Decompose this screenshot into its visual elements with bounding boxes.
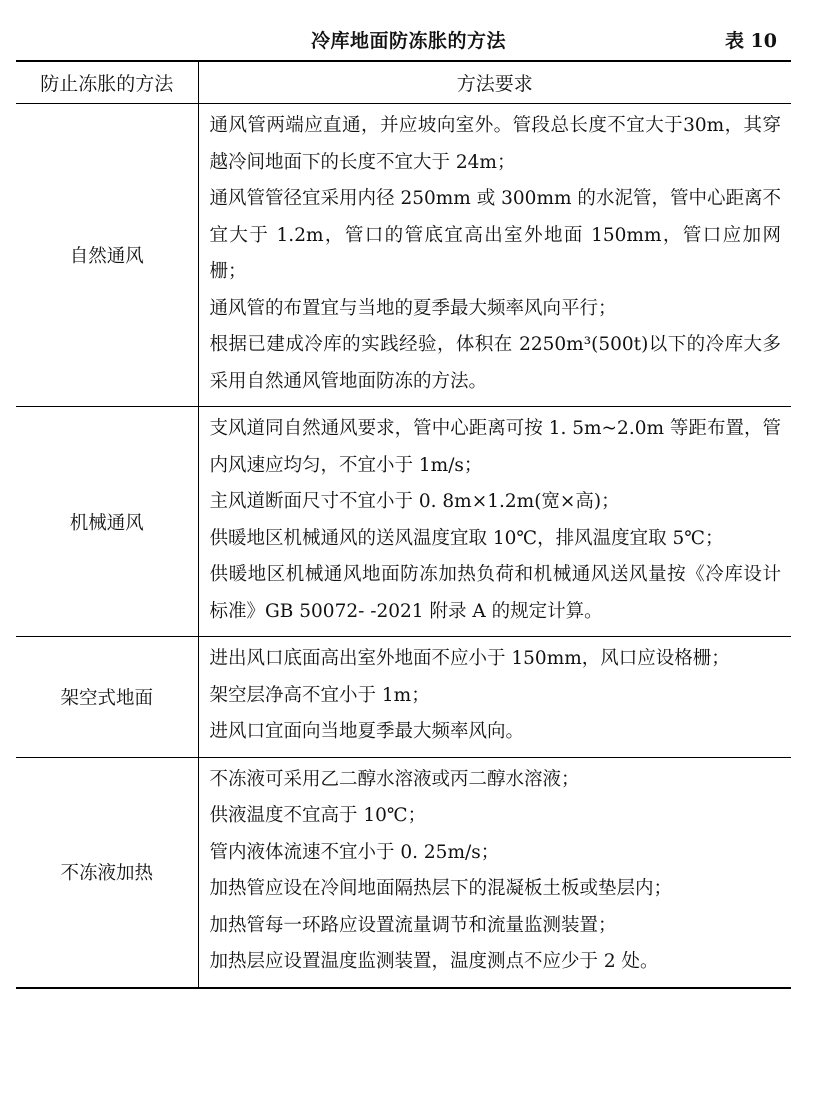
requirement-item: 通风管的布置宜与当地的夏季最大频率风向平行； — [209, 297, 617, 319]
table-number: 表 10 — [724, 30, 777, 52]
table-row — [16, 637, 791, 758]
method-name-cell: 架空式地面 — [16, 637, 198, 758]
method-name-cell: 自然通风 — [16, 104, 198, 407]
requirement-item: 管内液体流速不宜小于 0. 25m/s； — [209, 841, 500, 863]
table-title: 冷库地面防冻胀的方法 — [310, 30, 506, 52]
requirement-item: 支风道同自然通风要求，管中心距离可按 1. 5m~2.0m 等距布置，管内风速应均匀，不宜小于 1m/s； — [209, 418, 781, 476]
requirement-item: 进风口宜面向当地夏季最大频率风向。 — [209, 721, 525, 742]
antifreeze-methods-table — [16, 60, 791, 989]
table-row — [16, 104, 791, 407]
requirement-item: 供暖地区机械通风的送风温度宜取 10℃，排风温度宜取 5℃； — [209, 527, 724, 549]
header-requirements: 方法要求 — [198, 61, 791, 104]
method-name-cell: 机械通风 — [16, 407, 198, 637]
header-method: 防止冻胀的方法 — [16, 61, 198, 104]
requirement-item: 根据已建成冷库的实践经验，体积在 2250m³(500t)以下的冷库大多采用自然通风管地面防冻的方法。 — [209, 334, 781, 392]
requirement-item: 供液温度不宜高于 10℃； — [209, 805, 427, 826]
table-row — [16, 757, 791, 988]
requirement-item: 加热管应设在冷间地面隔热层下的混凝板土板或垫层内； — [209, 878, 673, 899]
requirements-cell — [198, 407, 791, 637]
table-row — [16, 407, 791, 637]
requirements-cell — [198, 637, 791, 758]
requirement-item: 供暖地区机械通风地面防冻加热负荷和机械通风送风量按《冷库设计标准》GB 50072- -2021 附录 A 的规定计算。 — [209, 564, 781, 622]
table-caption — [0, 18, 817, 58]
requirement-item: 主风道断面尺寸不宜小于 0. 8m×1.2m(宽×高)； — [209, 491, 620, 512]
requirements-cell — [198, 104, 791, 407]
requirement-item: 进出风口底面高出室外地面不应小于 150mm，风口应设格栅； — [209, 648, 730, 669]
requirement-item: 不冻液可采用乙二醇水溶液或丙二醇水溶液； — [209, 768, 580, 790]
requirements-cell — [198, 757, 791, 988]
requirement-item: 加热管每一环路应设置流量调节和流量监测装置； — [209, 914, 617, 936]
table-header-row — [16, 61, 791, 104]
requirement-item: 加热层应设置温度监测装置，温度测点不应少于 2 处。 — [209, 951, 659, 972]
requirement-item: 通风管管径宜采用内径 250mm 或 300mm 的水泥管，管中心距离不宜大于 1.2m，管口的管底宜高出室外地面 150mm，管口应加网栅； — [209, 188, 781, 282]
requirement-item: 架空层净高不宜小于 1m； — [209, 684, 430, 706]
requirement-item: 通风管两端应直通，并应坡向室外。管段总长度不宜大于30m，其穿越冷间地面下的长度不宜大于 24m； — [209, 115, 781, 173]
method-name-cell: 不冻液加热 — [16, 757, 198, 988]
